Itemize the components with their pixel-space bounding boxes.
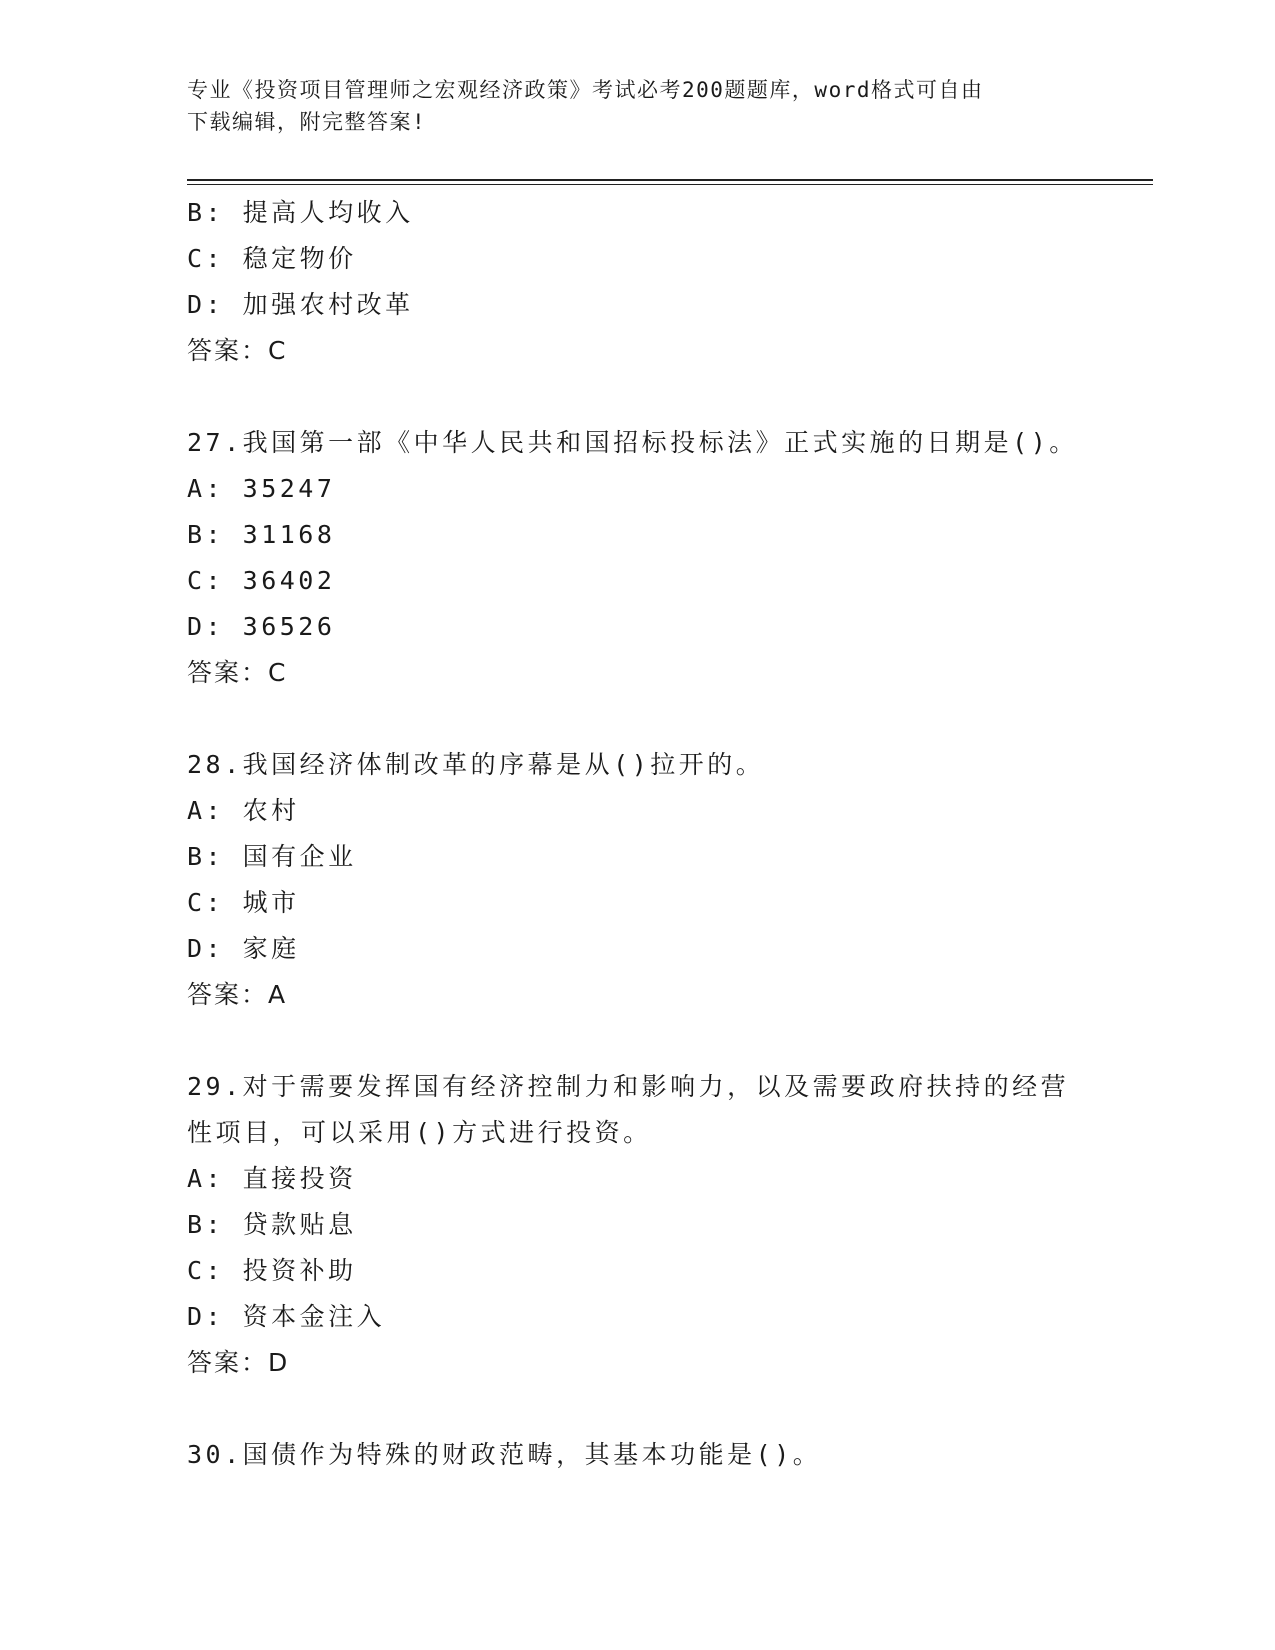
answer: 答案：C [187, 658, 288, 687]
option-c: C: 36402 [187, 566, 336, 595]
option-a: A: 直接投资 [187, 1164, 357, 1193]
question-text-line-2: 性项目，可以采用()方式进行投资。 [187, 1118, 652, 1147]
option-d: D: 家庭 [187, 934, 300, 963]
option-a: A: 35247 [187, 474, 336, 503]
question-text: 28.我国经济体制改革的序幕是从()拉开的。 [187, 750, 765, 779]
option-a: A: 农村 [187, 796, 300, 825]
question-29 [187, 1064, 1087, 1386]
question-text: 30.国债作为特殊的财政范畴，其基本功能是()。 [187, 1440, 822, 1469]
option-b: B: 国有企业 [187, 842, 357, 871]
option-d: D: 加强农村改革 [187, 290, 414, 319]
question-28 [187, 742, 1087, 1018]
question-26-continued [187, 190, 1087, 374]
answer: 答案：D [187, 1348, 290, 1377]
option-c: C: 城市 [187, 888, 300, 917]
option-b: B: 提高人均收入 [187, 198, 414, 227]
option-d: D: 36526 [187, 612, 336, 641]
option-c: C: 投资补助 [187, 1256, 357, 1285]
answer: 答案：C [187, 336, 288, 365]
question-text: 27.我国第一部《中华人民共和国招标投标法》正式实施的日期是()。 [187, 428, 1078, 457]
header-divider-thin [187, 184, 1153, 185]
answer: 答案：A [187, 980, 288, 1009]
header-line-1: 专业《投资项目管理师之宏观经济政策》考试必考200题题库，word格式可自由 [187, 78, 984, 102]
header-divider [187, 179, 1153, 181]
option-b: B: 贷款贴息 [187, 1210, 357, 1239]
option-d: D: 资本金注入 [187, 1302, 386, 1331]
option-b: B: 31168 [187, 520, 336, 549]
header-line-2: 下载编辑，附完整答案! [187, 110, 427, 134]
document-header [187, 74, 1077, 138]
question-list [187, 190, 1087, 1478]
question-27 [187, 420, 1087, 696]
option-c: C: 稳定物价 [187, 244, 357, 273]
question-text-line-1: 29.对于需要发挥国有经济控制力和影响力，以及需要政府扶持的经营 [187, 1072, 1070, 1101]
question-30 [187, 1432, 1087, 1478]
